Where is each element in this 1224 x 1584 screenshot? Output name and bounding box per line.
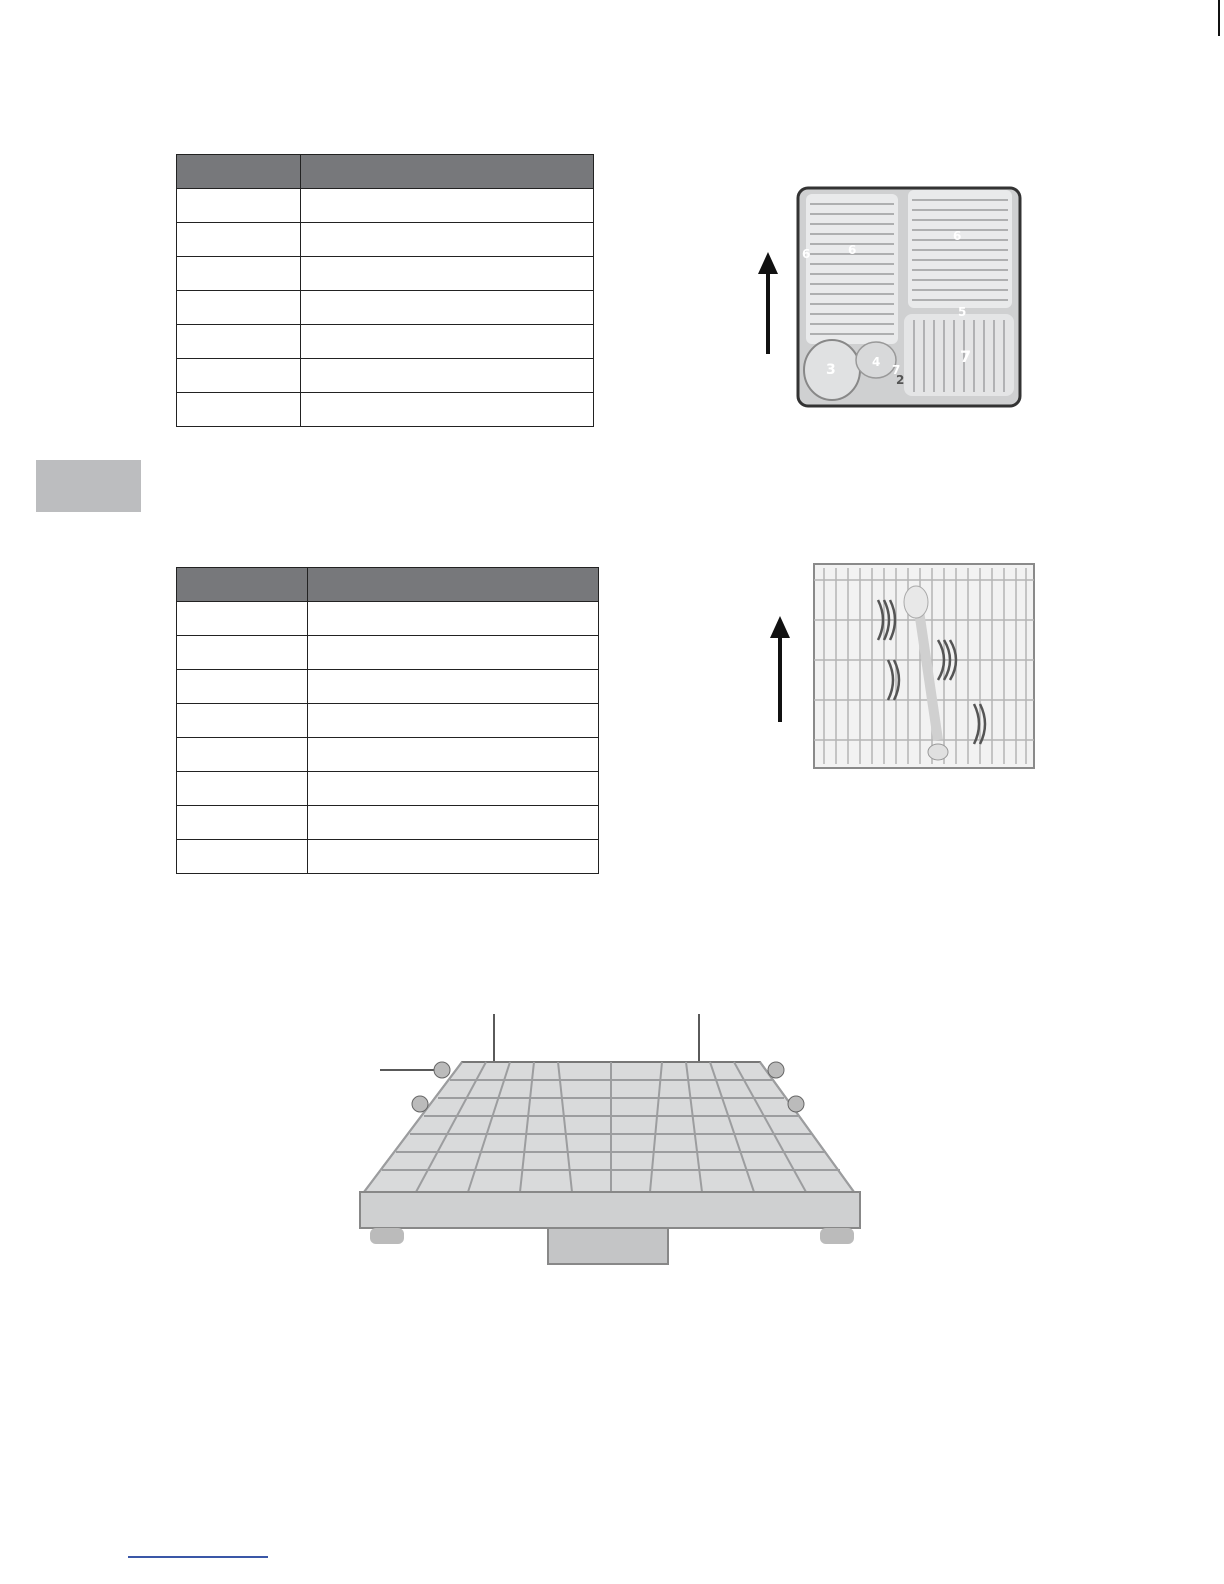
rack-front-rail bbox=[360, 1192, 860, 1228]
rack-handle bbox=[548, 1228, 668, 1264]
table-cell bbox=[177, 670, 308, 704]
table-cell bbox=[177, 223, 301, 257]
ladle bbox=[928, 744, 948, 760]
table-cell bbox=[177, 393, 301, 427]
table-cell bbox=[177, 325, 301, 359]
header-cell-item bbox=[301, 155, 594, 189]
rack-roller bbox=[434, 1062, 450, 1078]
upper-rack-table bbox=[176, 154, 594, 427]
table-cell bbox=[308, 602, 599, 636]
rack-roller bbox=[412, 1096, 428, 1112]
table-row bbox=[177, 840, 599, 874]
table-header-row bbox=[177, 155, 594, 189]
table-row bbox=[177, 636, 599, 670]
table-cell bbox=[308, 738, 599, 772]
table-cell bbox=[177, 840, 308, 874]
arrow-up-icon bbox=[770, 616, 790, 722]
item-label: 6 bbox=[953, 229, 962, 243]
table-cell bbox=[308, 704, 599, 738]
table-cell bbox=[308, 806, 599, 840]
table-cell bbox=[308, 636, 599, 670]
table-row bbox=[177, 291, 594, 325]
item-label: 3 bbox=[826, 362, 836, 378]
corner-crop-mark bbox=[1218, 0, 1220, 36]
table-row bbox=[177, 257, 594, 291]
table-row bbox=[177, 772, 599, 806]
lower-rack-illustration bbox=[768, 560, 1040, 772]
rack-roller bbox=[768, 1062, 784, 1078]
table-row bbox=[177, 738, 599, 772]
table-row bbox=[177, 393, 594, 427]
table-cell bbox=[177, 772, 308, 806]
rack-wheel bbox=[820, 1228, 854, 1244]
table-cell bbox=[308, 840, 599, 874]
serving-spoon bbox=[904, 586, 928, 618]
table-cell bbox=[177, 257, 301, 291]
table-cell bbox=[177, 636, 308, 670]
plates-right bbox=[908, 190, 1012, 308]
table-cell bbox=[177, 806, 308, 840]
item-label: 7 bbox=[960, 347, 972, 366]
table-row bbox=[177, 359, 594, 393]
table-cell bbox=[177, 189, 301, 223]
table-row bbox=[177, 704, 599, 738]
header-cell-item bbox=[308, 568, 599, 602]
table-cell bbox=[177, 704, 308, 738]
header-cell-number bbox=[177, 155, 301, 189]
table-cell bbox=[301, 257, 594, 291]
item-label: 7 bbox=[892, 363, 901, 377]
rack-tray bbox=[364, 1062, 854, 1192]
plates-front bbox=[904, 314, 1014, 396]
table-row bbox=[177, 806, 599, 840]
item-label: 5 bbox=[958, 305, 967, 319]
table-cell bbox=[177, 291, 301, 325]
item-label: 6 bbox=[848, 243, 857, 257]
table-row bbox=[177, 670, 599, 704]
plates-left bbox=[806, 194, 898, 344]
table-cell bbox=[177, 359, 301, 393]
table-header-row bbox=[177, 568, 599, 602]
footer-link-underline[interactable] bbox=[128, 1556, 268, 1558]
item-label: 6 bbox=[802, 247, 811, 261]
table-row bbox=[177, 325, 594, 359]
table-cell bbox=[177, 738, 308, 772]
table-cell bbox=[301, 291, 594, 325]
item-label: 4 bbox=[872, 355, 881, 369]
table-cell bbox=[301, 325, 594, 359]
table-cell bbox=[308, 670, 599, 704]
arrow-up-icon bbox=[758, 252, 778, 354]
section-side-tab bbox=[36, 460, 141, 512]
table-row bbox=[177, 189, 594, 223]
third-rack-illustration bbox=[356, 1010, 866, 1272]
table-cell bbox=[301, 359, 594, 393]
table-cell bbox=[177, 602, 308, 636]
table-row bbox=[177, 602, 599, 636]
table-cell bbox=[301, 223, 594, 257]
table-row bbox=[177, 223, 594, 257]
item-label: 2 bbox=[896, 373, 905, 387]
rack-roller bbox=[788, 1096, 804, 1112]
rack-wheel bbox=[370, 1228, 404, 1244]
header-cell-number bbox=[177, 568, 308, 602]
table-cell bbox=[308, 772, 599, 806]
table-cell bbox=[301, 189, 594, 223]
upper-rack-illustration bbox=[748, 182, 1026, 412]
table-cell bbox=[301, 393, 594, 427]
lower-rack-table bbox=[176, 567, 599, 874]
